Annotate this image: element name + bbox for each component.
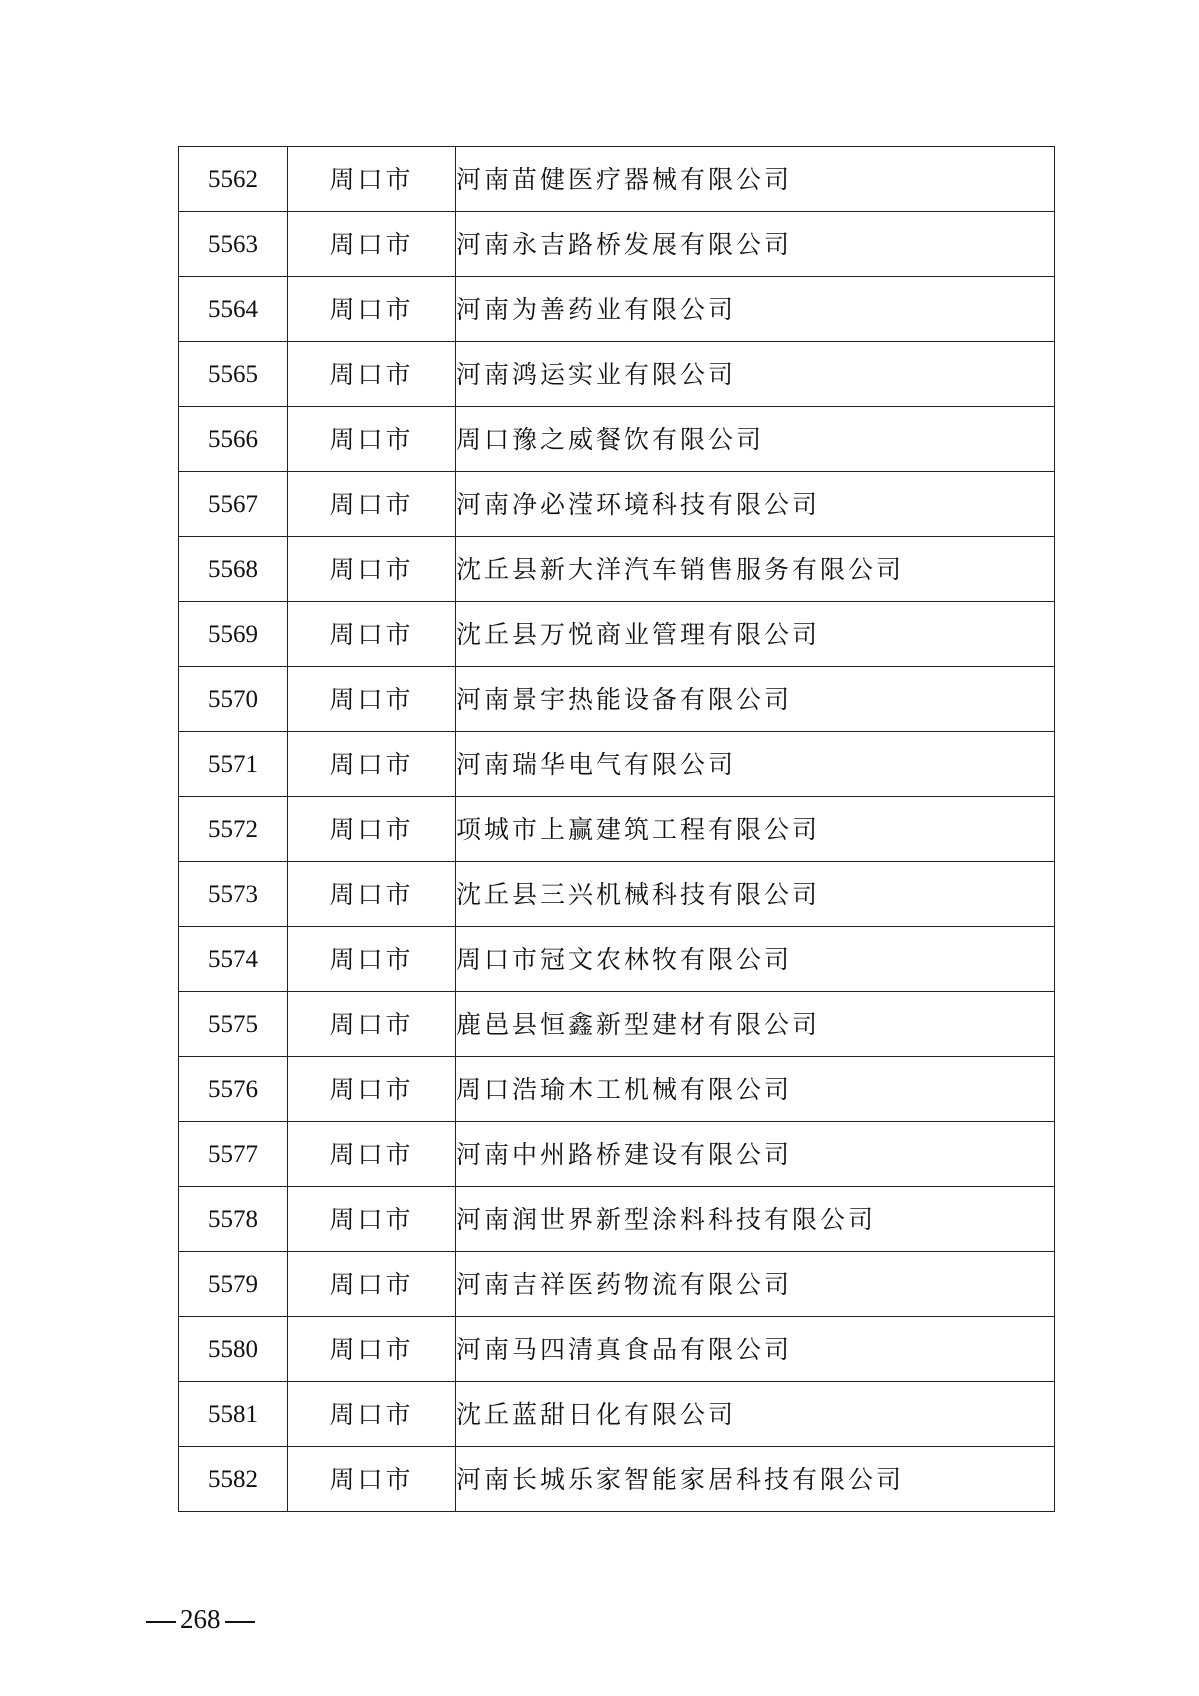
row-city: 周口市	[288, 472, 456, 537]
row-number: 5576	[179, 1057, 288, 1122]
row-number: 5567	[179, 472, 288, 537]
row-company-name: 河南永吉路桥发展有限公司	[456, 212, 1055, 277]
row-company-name: 沈丘蓝甜日化有限公司	[456, 1382, 1055, 1447]
row-number: 5574	[179, 927, 288, 992]
row-city: 周口市	[288, 1057, 456, 1122]
row-number: 5581	[179, 1382, 288, 1447]
company-list-body	[179, 147, 1055, 1512]
row-company-name: 河南鸿运实业有限公司	[456, 342, 1055, 407]
table-row	[179, 732, 1055, 797]
row-company-name: 周口豫之威餐饮有限公司	[456, 407, 1055, 472]
row-city: 周口市	[288, 1187, 456, 1252]
row-city: 周口市	[288, 342, 456, 407]
row-number: 5566	[179, 407, 288, 472]
table-row	[179, 1252, 1055, 1317]
row-company-name: 沈丘县万悦商业管理有限公司	[456, 602, 1055, 667]
row-city: 周口市	[288, 212, 456, 277]
row-company-name: 项城市上赢建筑工程有限公司	[456, 797, 1055, 862]
row-company-name: 河南瑞华电气有限公司	[456, 732, 1055, 797]
row-city: 周口市	[288, 1382, 456, 1447]
row-city: 周口市	[288, 862, 456, 927]
row-company-name: 鹿邑县恒鑫新型建材有限公司	[456, 992, 1055, 1057]
row-number: 5571	[179, 732, 288, 797]
row-company-name: 河南吉祥医药物流有限公司	[456, 1252, 1055, 1317]
table-row	[179, 1057, 1055, 1122]
table-row	[179, 1187, 1055, 1252]
row-company-name: 河南中州路桥建设有限公司	[456, 1122, 1055, 1187]
row-city: 周口市	[288, 602, 456, 667]
page-footer	[142, 1604, 259, 1635]
row-company-name: 河南苗健医疗器械有限公司	[456, 147, 1055, 212]
table-row	[179, 602, 1055, 667]
row-number: 5582	[179, 1447, 288, 1512]
row-number: 5568	[179, 537, 288, 602]
row-number: 5573	[179, 862, 288, 927]
row-city: 周口市	[288, 1317, 456, 1382]
table-row	[179, 212, 1055, 277]
row-company-name: 河南马四清真食品有限公司	[456, 1317, 1055, 1382]
row-number: 5578	[179, 1187, 288, 1252]
table-row	[179, 1447, 1055, 1512]
row-number: 5564	[179, 277, 288, 342]
row-company-name: 河南为善药业有限公司	[456, 277, 1055, 342]
row-company-name: 周口浩瑜木工机械有限公司	[456, 1057, 1055, 1122]
footer-dash-left	[146, 1621, 176, 1623]
row-number: 5580	[179, 1317, 288, 1382]
row-number: 5572	[179, 797, 288, 862]
row-company-name: 沈丘县三兴机械科技有限公司	[456, 862, 1055, 927]
row-company-name: 河南景宇热能设备有限公司	[456, 667, 1055, 732]
row-city: 周口市	[288, 1447, 456, 1512]
row-number: 5565	[179, 342, 288, 407]
table-row	[179, 407, 1055, 472]
row-number: 5575	[179, 992, 288, 1057]
row-city: 周口市	[288, 1252, 456, 1317]
table-row	[179, 342, 1055, 407]
row-company-name: 周口市冠文农林牧有限公司	[456, 927, 1055, 992]
table-row	[179, 472, 1055, 537]
row-city: 周口市	[288, 732, 456, 797]
row-city: 周口市	[288, 797, 456, 862]
row-city: 周口市	[288, 667, 456, 732]
table-row	[179, 1122, 1055, 1187]
table-row	[179, 862, 1055, 927]
row-city: 周口市	[288, 147, 456, 212]
table-row	[179, 537, 1055, 602]
row-number: 5563	[179, 212, 288, 277]
row-city: 周口市	[288, 927, 456, 992]
row-company-name: 河南净必滢环境科技有限公司	[456, 472, 1055, 537]
table-row	[179, 667, 1055, 732]
row-city: 周口市	[288, 407, 456, 472]
row-number: 5562	[179, 147, 288, 212]
table-row	[179, 927, 1055, 992]
footer-dash-right	[225, 1621, 255, 1623]
table-row	[179, 992, 1055, 1057]
company-list-table	[178, 146, 1055, 1512]
row-city: 周口市	[288, 992, 456, 1057]
table-row	[179, 1382, 1055, 1447]
row-company-name: 沈丘县新大洋汽车销售服务有限公司	[456, 537, 1055, 602]
row-company-name: 河南长城乐家智能家居科技有限公司	[456, 1447, 1055, 1512]
table-row	[179, 277, 1055, 342]
row-city: 周口市	[288, 537, 456, 602]
row-city: 周口市	[288, 1122, 456, 1187]
table-row	[179, 1317, 1055, 1382]
row-company-name: 河南润世界新型涂料科技有限公司	[456, 1187, 1055, 1252]
row-number: 5569	[179, 602, 288, 667]
table-row	[179, 797, 1055, 862]
row-number: 5577	[179, 1122, 288, 1187]
table-row	[179, 147, 1055, 212]
row-city: 周口市	[288, 277, 456, 342]
page-number: 268	[180, 1604, 221, 1634]
row-number: 5579	[179, 1252, 288, 1317]
row-number: 5570	[179, 667, 288, 732]
